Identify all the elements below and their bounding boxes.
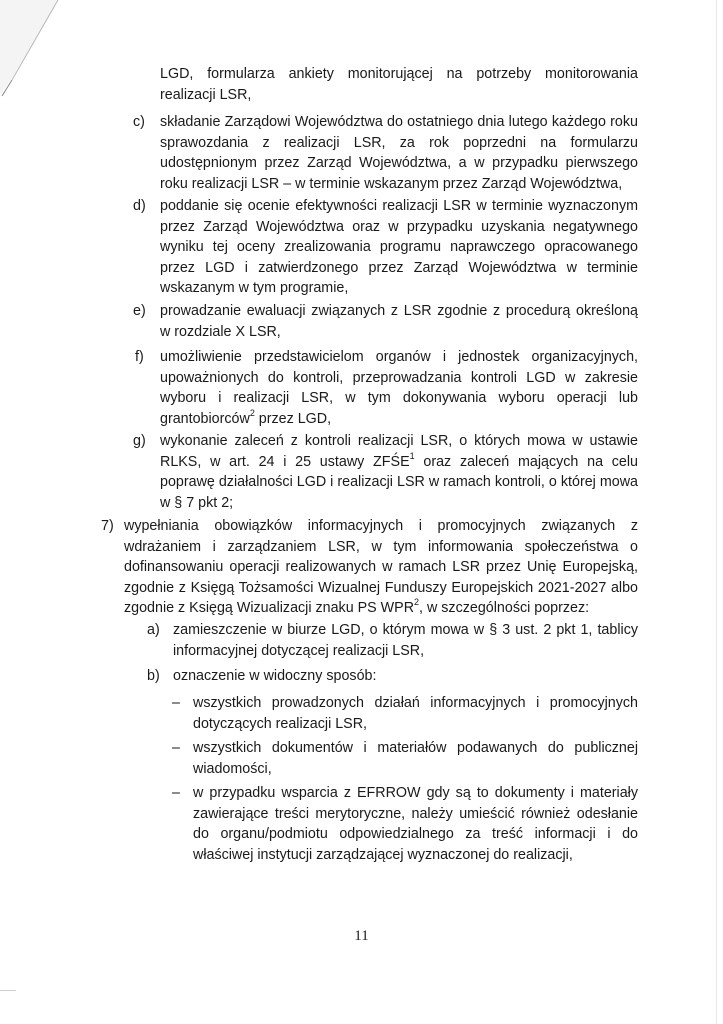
list-marker-a: a) (147, 622, 160, 638)
dash-item: w przypadku wsparcia z EFRROW gdy są to dokumenty i materiały zawierające treści merytoryczne, należy umieścić również odesłanie do organu/podmiotu odpowiedzialnego za treść informacji i do właściwej instytucji zarządzającej wyznaczonej do realizacji, (193, 785, 638, 863)
list-item-f-text-end: przez LGD, (254, 410, 332, 427)
list-item-e: prowadzanie ewaluacji związanych z LSR zgodnie z procedurą określoną w rozdziale X LSR, (160, 303, 638, 340)
point-7-text-end: , w szczególności poprzez: (419, 600, 590, 616)
list-marker-g: g) (133, 433, 146, 449)
list-item-g (160, 431, 638, 513)
list-item-f-text: umożliwienie przedstawicielom organów i jednostek organizacyjnych, upoważnionych do kontroli, przeprowadzania kontroli LGD w zakresie wyboru i realizacji LSR, w tym dokonywania wyboru operacji lub grantobiorców (160, 349, 638, 427)
dash-marker: – (172, 695, 180, 711)
footnote-ref: 2 (249, 407, 255, 418)
page-number: 11 (354, 928, 369, 944)
footnote-ref: 1 (409, 450, 415, 461)
list-marker-b: b) (147, 668, 160, 684)
list-marker-e: e) (133, 303, 146, 319)
dash-marker: – (172, 740, 180, 756)
list-item-f (160, 347, 638, 429)
list-marker-d: d) (133, 198, 146, 214)
point-7-text: wypełniania obowiązków informacyjnych i promocyjnych związanych z wdrażaniem i zarządzaniem LSR, w tym informowania społeczeństwa o dofinansowaniu operacji realizowanych w ramach LSR przez Unię Europejską, zgodnie z Księgą Tożsamości Wizualnej Funduszy Europejskich 2021-2027 albo zgodnie z Księgą Wizualizacji znaku PS WPR (124, 518, 638, 616)
scan-fold-corner (0, 0, 60, 100)
list-item-d: poddanie się ocenie efektywności realizacji LSR w terminie wyznaczonym przez Zarząd Województwa oraz w przypadku uzyskania negatywnego wyniku tej oceny zrealizowania programu naprawczego opracowanego przez LGD i zatwierdzonego przez Zarząd Województwa w terminie wskazanym w tym programie, (160, 198, 638, 296)
list-marker-f: f) (135, 349, 144, 365)
footnote-ref: 2 (414, 597, 420, 608)
list-item-a: zamieszczenie w biurze LGD, o którym mowa w § 3 ust. 2 pkt 1, tablicy informacyjnej dotyczącej realizacji LSR, (173, 622, 638, 659)
dash-item: wszystkich dokumentów i materiałów podawanych do publicznej wiadomości, (193, 740, 638, 777)
list-item-g-text-end: oraz zaleceń mających na celu poprawę działalności LGD i realizacji LSR w ramach kontroli, o której mowa w § 7 pkt 2; (160, 453, 639, 511)
dash-item: wszystkich prowadzonych działań informacyjnych i promocyjnych dotyczących realizacji LSR, (193, 695, 638, 732)
scan-mark (0, 990, 16, 991)
list-item-b: oznaczenie w widoczny sposób: (173, 668, 377, 684)
dash-marker: – (172, 785, 180, 801)
point-7-paragraph (124, 516, 638, 619)
list-item-c: składanie Zarządowi Województwa do ostatniego dnia lutego każdego roku sprawozdania z realizacji LSR, za rok poprzedni na formularzu udostępnionym przez Zarząd Województwa, a w przypadku pierwszego roku realizacji LSR – w terminie wskazanym przez Zarząd Województwa, (160, 114, 638, 192)
point-marker-7: 7) (101, 518, 114, 534)
continuation-paragraph: LGD, formularza ankiety monitorującej na potrzeby monitorowania realizacji LSR, (160, 66, 638, 103)
scan-edge (716, 0, 717, 1024)
list-marker-c: c) (133, 114, 145, 130)
list-item-g-text: wykonanie zaleceń z kontroli realizacji LSR, o których mowa w ustawie RLKS, w art. 24 i 25 ustawy ZFŚE (160, 433, 638, 470)
